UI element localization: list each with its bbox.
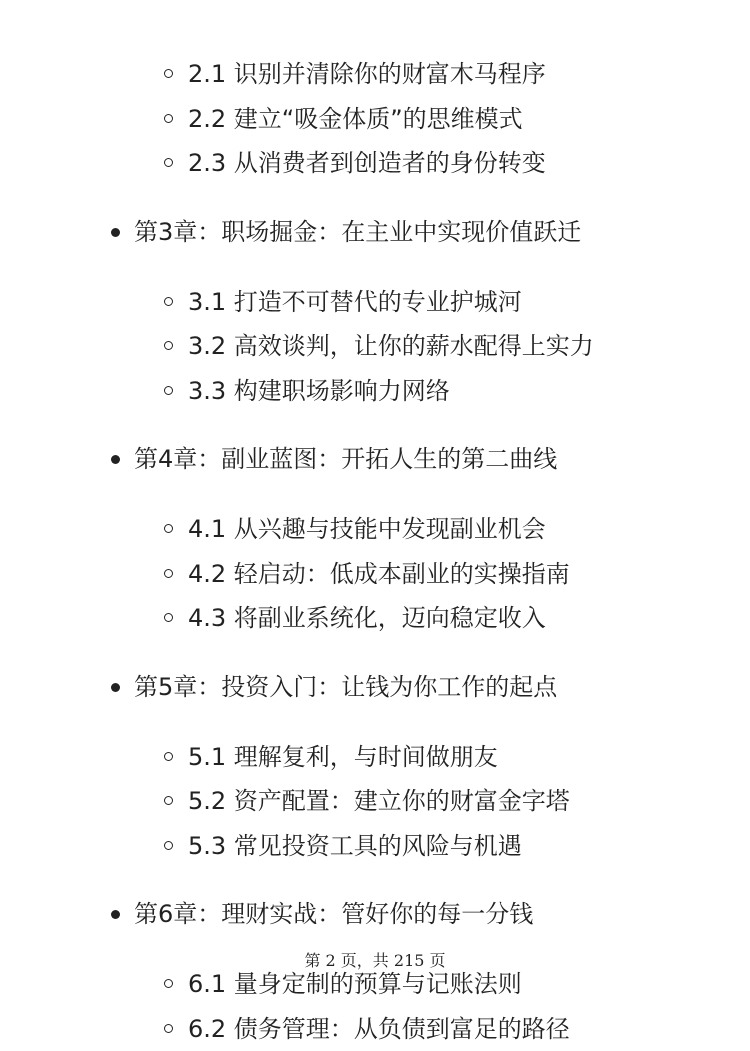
circle-bullet-icon	[164, 341, 173, 350]
chapter-title: 第3章：职场掘金：在主业中实现价值跃迁	[134, 218, 581, 246]
toc-section-3-2	[0, 324, 750, 369]
circle-bullet-icon	[164, 524, 173, 533]
toc-chapter-6	[0, 892, 750, 1051]
circle-bullet-icon	[164, 297, 173, 306]
toc-section-4-2	[0, 552, 750, 597]
section-title: 4.2 轻启动：低成本副业的实操指南	[188, 560, 570, 588]
toc-section-3-1	[0, 280, 750, 325]
disc-bullet-icon	[111, 228, 120, 237]
toc-chapter-5	[0, 665, 750, 869]
section-title: 5.3 常见投资工具的风险与机遇	[188, 832, 522, 860]
section-title: 5.2 资产配置：建立你的财富金字塔	[188, 787, 570, 815]
toc-section-4-1	[0, 507, 750, 552]
section-title: 2.1 识别并清除你的财富木马程序	[188, 60, 546, 88]
circle-bullet-icon	[164, 979, 173, 988]
chapter-title: 第6章：理财实战：管好你的每一分钱	[134, 900, 533, 928]
circle-bullet-icon	[164, 796, 173, 805]
toc-section-2-1	[0, 52, 750, 97]
toc-section-2-2	[0, 97, 750, 142]
toc-section-5-2	[0, 779, 750, 824]
disc-bullet-icon	[111, 455, 120, 464]
section-title: 2.3 从消费者到创造者的身份转变	[188, 149, 546, 177]
chapter-title: 第4章：副业蓝图：开拓人生的第二曲线	[134, 445, 557, 473]
chapter-heading	[0, 210, 750, 254]
chapter-heading	[0, 437, 750, 481]
section-list	[0, 962, 750, 1051]
section-title: 6.1 量身定制的预算与记账法则	[188, 970, 522, 998]
table-of-contents	[0, 52, 750, 1051]
toc-section-2-3	[0, 141, 750, 186]
circle-bullet-icon	[164, 114, 173, 123]
page-number-footer: 第 2 页，共 215 页	[0, 948, 750, 971]
section-title: 2.2 建立“吸金体质”的思维模式	[188, 105, 523, 133]
circle-bullet-icon	[164, 386, 173, 395]
chapter-heading	[0, 665, 750, 709]
circle-bullet-icon	[164, 613, 173, 622]
section-title: 4.1 从兴趣与技能中发现副业机会	[188, 515, 546, 543]
circle-bullet-icon	[164, 69, 173, 78]
chapter-title: 第5章：投资入门：让钱为你工作的起点	[134, 673, 557, 701]
disc-bullet-icon	[111, 683, 120, 692]
toc-section-6-2	[0, 1007, 750, 1051]
section-title: 3.3 构建职场影响力网络	[188, 377, 450, 405]
toc-section-4-3	[0, 596, 750, 641]
circle-bullet-icon	[164, 1024, 173, 1033]
toc-chapter-2-continued	[0, 52, 750, 186]
section-title: 3.1 打造不可替代的专业护城河	[188, 288, 522, 316]
toc-section-3-3	[0, 369, 750, 414]
section-list	[0, 280, 750, 414]
circle-bullet-icon	[164, 569, 173, 578]
section-title: 4.3 将副业系统化，迈向稳定收入	[188, 604, 546, 632]
toc-chapter-4	[0, 437, 750, 641]
section-title: 5.1 理解复利，与时间做朋友	[188, 743, 498, 771]
circle-bullet-icon	[164, 158, 173, 167]
toc-chapter-3	[0, 210, 750, 414]
disc-bullet-icon	[111, 910, 120, 919]
section-title: 6.2 债务管理：从负债到富足的路径	[188, 1015, 570, 1043]
toc-section-5-1	[0, 735, 750, 780]
section-list	[0, 735, 750, 869]
circle-bullet-icon	[164, 752, 173, 761]
section-list	[0, 52, 750, 186]
section-list	[0, 507, 750, 641]
section-title: 3.2 高效谈判，让你的薪水配得上实力	[188, 332, 594, 360]
circle-bullet-icon	[164, 841, 173, 850]
toc-section-5-3	[0, 824, 750, 869]
chapter-heading	[0, 892, 750, 936]
